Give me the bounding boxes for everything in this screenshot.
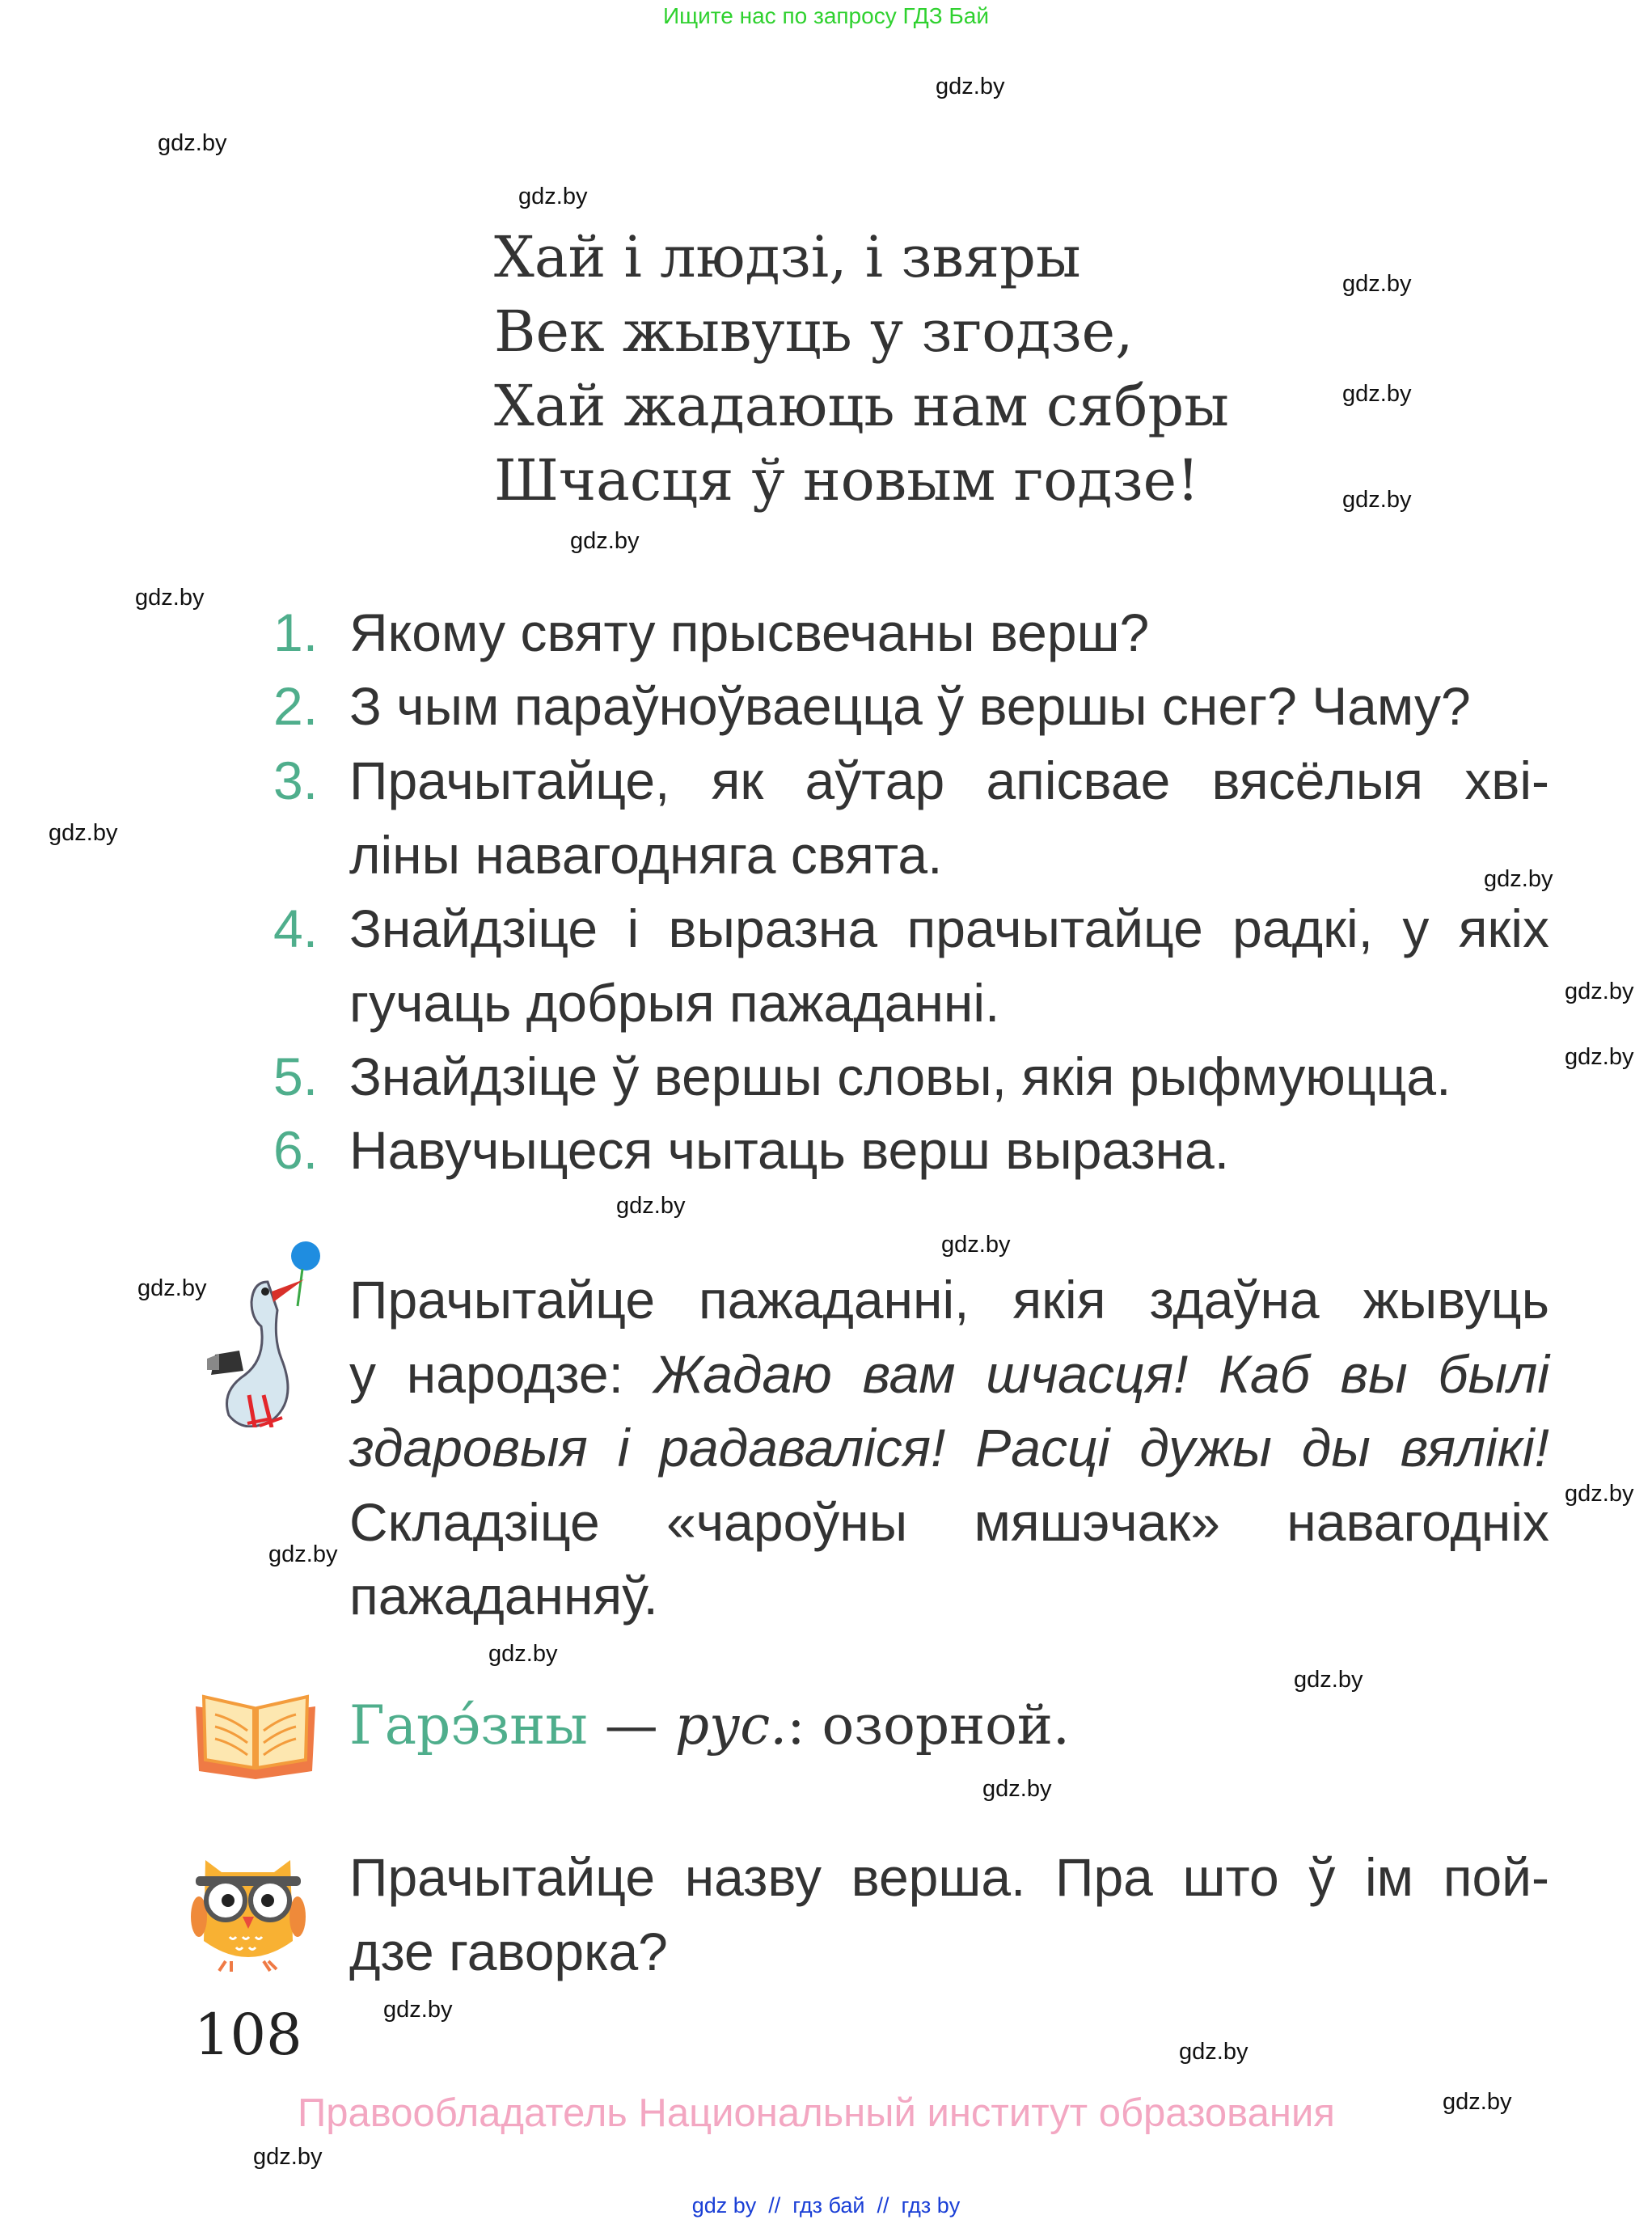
task-italic: Жадаю вам шчасця! Каб вы былі — [653, 1343, 1549, 1404]
poem-line: Хай і людзі, і звяры — [494, 224, 1081, 290]
task-line: Прачытайце пажаданні, якія здаўна жывуць — [349, 1270, 1549, 1330]
watermark: gdz.by — [488, 1641, 558, 1667]
watermark: gdz.by — [1484, 866, 1553, 892]
stork-icon — [191, 1233, 328, 1427]
task-paragraph — [349, 1263, 1549, 1634]
glossary-language: рус. — [674, 1694, 788, 1757]
glossary-colon: : — [787, 1694, 822, 1757]
question-number: 5. — [273, 1046, 319, 1106]
question-1 — [273, 596, 1549, 670]
watermark: gdz.by — [1294, 1667, 1363, 1693]
watermark: gdz.by — [268, 1541, 338, 1567]
question-2 — [273, 670, 1549, 744]
task-text: у народзе: — [349, 1343, 654, 1404]
question-3 — [273, 744, 1549, 892]
watermark: gdz.by — [383, 1997, 453, 2023]
owl-task-line: Прачытайце назву верша. Пра што ў ім пой- — [349, 1847, 1549, 1907]
watermark: gdz.by — [253, 2144, 323, 2170]
watermark: gdz.by — [936, 74, 1005, 99]
glossary-entry — [349, 1693, 1070, 1758]
question-text: Знайдзіце ў вершы словы, якія рыфмуюцца. — [349, 1046, 1451, 1106]
watermark: gdz.by — [570, 528, 640, 554]
open-book-icon — [192, 1690, 319, 1781]
task-line: пажаданняў. — [349, 1566, 658, 1626]
watermark: gdz.by — [1342, 381, 1412, 407]
glossary-word: Гарэ́зны — [349, 1694, 588, 1757]
task-italic: здаровыя і радаваліся! Расці дужы ды вялікі! — [349, 1418, 1549, 1478]
owl-task-line: дзе гаворка? — [349, 1921, 668, 1981]
watermark: gdz.by — [1179, 2039, 1249, 2065]
question-number: 4. — [273, 898, 319, 958]
poem-line: Век жывуць у згодзе, — [494, 298, 1134, 365]
watermark: gdz.by — [1565, 1481, 1634, 1507]
question-text: З чым параўноўваецца ў вершы снег? Чаму? — [349, 676, 1471, 736]
footer-links[interactable]: gdz by // гдз бай // гдз by — [691, 2193, 961, 2218]
watermark: gdz.by — [1342, 271, 1412, 297]
copyright-notice: Правообладатель Национальный институт образования — [298, 2091, 1335, 2135]
glossary-translation: озорной. — [822, 1694, 1070, 1757]
owl-icon — [189, 1852, 307, 1973]
task-line — [349, 1338, 1549, 1412]
question-4 — [273, 892, 1549, 1040]
question-5 — [273, 1040, 1549, 1114]
question-number: 1. — [273, 603, 319, 662]
watermark: gdz.by — [158, 130, 227, 156]
watermark: gdz.by — [49, 820, 118, 846]
top-banner[interactable]: Ищите нас по запросу ГДЗ Бай — [662, 3, 990, 28]
watermark: gdz.by — [135, 585, 205, 611]
question-6 — [273, 1114, 1549, 1188]
watermark: gdz.by — [1342, 487, 1412, 513]
question-text: Якому святу прысвечаны верш? — [349, 603, 1150, 662]
watermark: gdz.by — [616, 1193, 686, 1219]
watermark: gdz.by — [137, 1275, 207, 1301]
watermark: gdz.by — [518, 184, 588, 209]
poem-stanza — [494, 220, 1229, 518]
task-line: Складзіце «чароўны мяшэчак» навагодніх — [349, 1491, 1549, 1552]
question-text: гучаць добрыя пажаданні. — [349, 972, 1000, 1033]
watermark: gdz.by — [941, 1232, 1011, 1258]
watermark: gdz.by — [1565, 979, 1634, 1004]
question-text: ліны навагодняга свята. — [349, 824, 943, 885]
question-number: 3. — [273, 750, 319, 810]
glossary-dash: — — [587, 1694, 675, 1757]
poem-line: Хай жадаюць нам сябры — [494, 373, 1229, 439]
question-number: 6. — [273, 1120, 319, 1180]
question-text: Прачытайце, як аўтар апісвае вясёлыя хві- — [349, 750, 1549, 810]
watermark: gdz.by — [982, 1776, 1052, 1802]
question-text: Навучыцеся чытаць верш выразна. — [349, 1120, 1230, 1180]
poem-line: Шчасця ў новым годзе! — [494, 447, 1200, 514]
page-number: 108 — [194, 2002, 302, 2068]
owl-task — [349, 1841, 1549, 1989]
question-number: 2. — [273, 676, 319, 736]
question-text: Знайдзіце і выразна прачытайце радкі, у якіх — [349, 898, 1549, 958]
watermark: gdz.by — [1565, 1044, 1634, 1070]
watermark: gdz.by — [1443, 2089, 1512, 2115]
